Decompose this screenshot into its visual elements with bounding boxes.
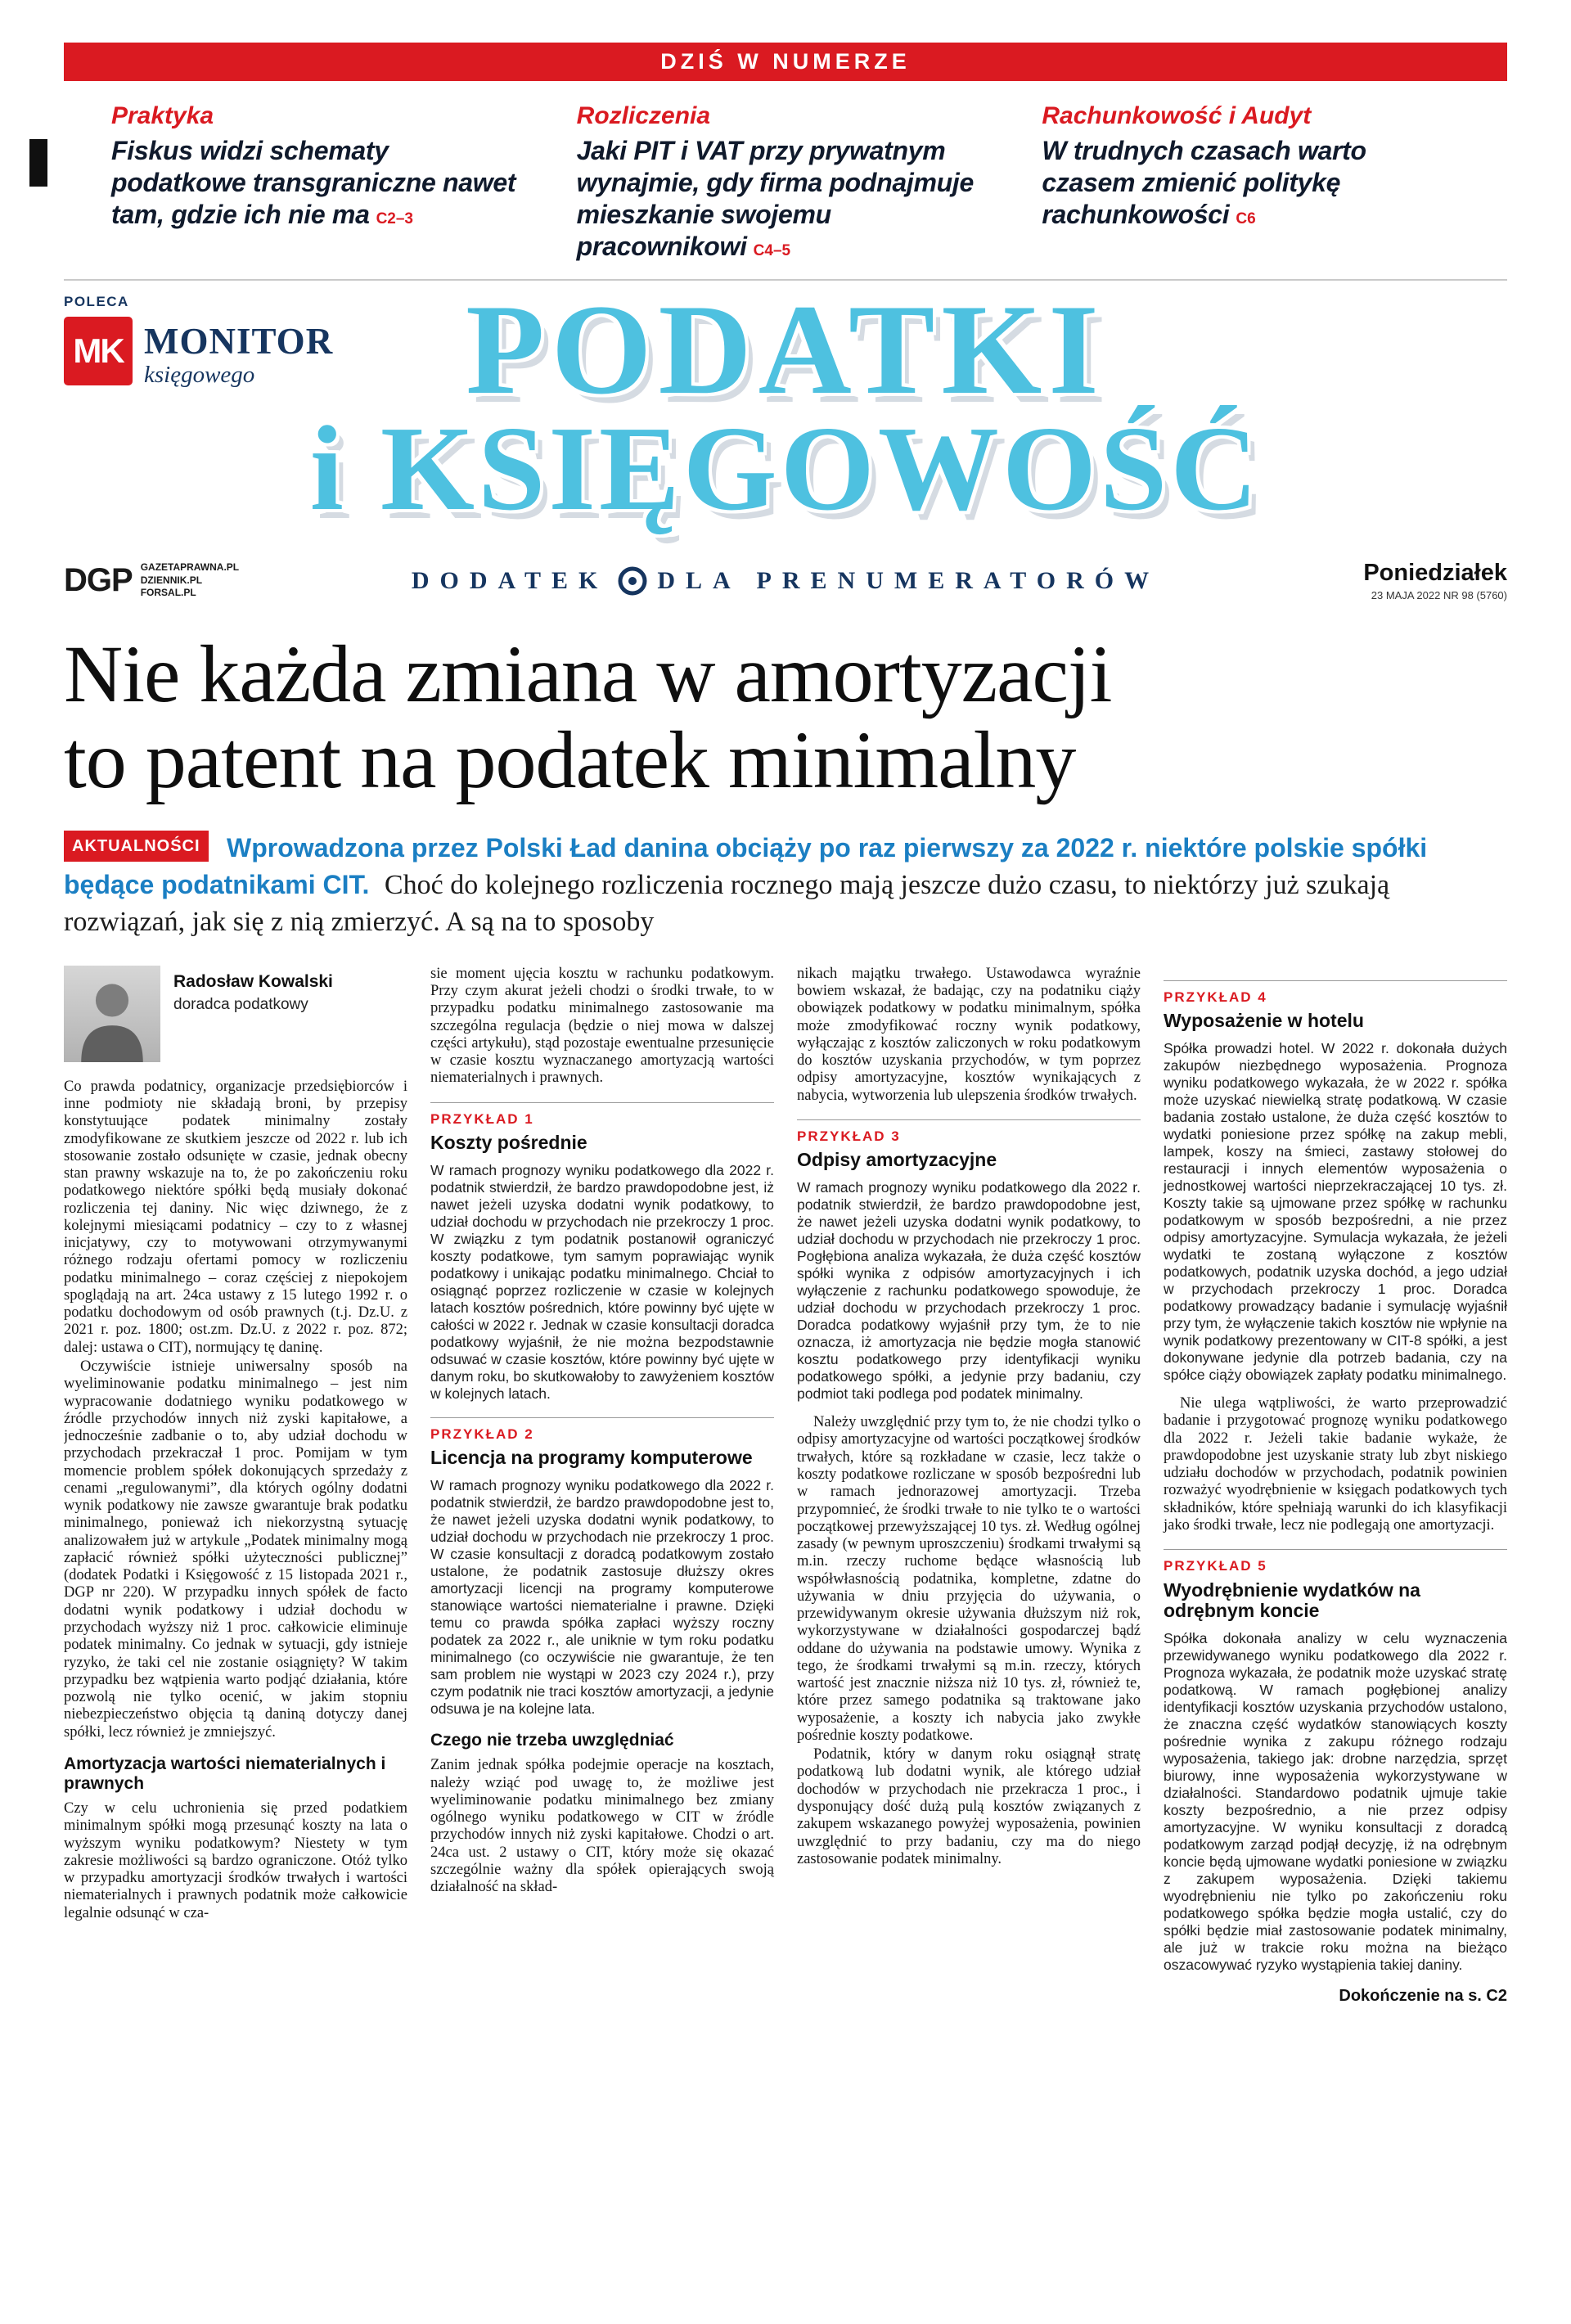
mk-monogram: MK — [73, 331, 124, 371]
teaser-title — [111, 135, 518, 231]
dgp-site: FORSAL.PL — [140, 587, 196, 599]
dgp-wordmark: DGP — [64, 562, 133, 599]
article-paragraph: Zanim jednak spółka podejmie operacje na kosztach, należy wziąć pod uwagę to, że możliwe jest wyeliminowanie podatku minimalnego bez zmiany ogólnego wyniku podatkowego w CIT w źródle przychodów innych niż zyski kapitałowe. Chodzi o art. 24ca ust. 2 ustawy o CIT, który może się okazać szczególnie ważny dla spółek opierających swoją działalność na skład- — [430, 1757, 774, 1896]
example-block — [430, 1102, 774, 1403]
author-info — [173, 966, 333, 1014]
teaser-kicker: Praktyka — [111, 102, 214, 129]
article-column — [64, 966, 407, 2242]
masthead-title-line1: PODATKI — [466, 278, 1105, 422]
corner-mark — [29, 139, 47, 187]
author-name: Radosław Kowalski — [173, 971, 333, 991]
example-block — [1164, 1549, 1507, 1974]
masthead-title-line2: i KSIĘGOWOŚĆ — [309, 402, 1262, 537]
article-paragraph: Podatnik, który w danym roku osiągnął stratę podatkową lub dodatni wynik, ale którego udział dochodów w przychodach nie przekracza 1 proc., i dysponujący dość dużą pulą kosztów związanych z zakupem wskazanego powyżej wyposażenia, powinien uwzględnić to przy badaniu, czy ma do niego zastosowanie podatek minimalny. — [797, 1746, 1141, 1867]
masthead-bottom-row — [64, 560, 1507, 601]
example-label: PRZYKŁAD 4 — [1164, 989, 1267, 1005]
monitor-title: MONITOR — [144, 321, 334, 363]
article-paragraph: sie moment ujęcia kosztu w rachunku podatkowym. Przy czym akurat jeżeli chodzi o środki trwałe, to w przypadku podatku minimalnego zastosowanie ma szczególna regulacja (będzie o niej mowa w dalszej części artykułu), stąd pozostaje ewentualne przesunięcie w czasie kosztu wyznaczanego amortyzacją wartości niematerialnych i prawnych. — [430, 965, 774, 1087]
continuation-note: Dokończenie na s. C2 — [1339, 1987, 1507, 2006]
example-label: PRZYKŁAD 5 — [1164, 1558, 1267, 1574]
teaser-rozliczenia[interactable] — [577, 102, 1042, 263]
article-column — [430, 966, 774, 2242]
lead-highlight: Wprowadzona przez Polski Ład danina obciąży po raz pierwszy za 2022 r. niektóre polskie spółki będące podatnikami CIT. — [64, 833, 1428, 899]
article-subhead: Czego nie trzeba uwzględniać — [430, 1731, 674, 1750]
example-label: PRZYKŁAD 1 — [430, 1110, 534, 1127]
example-title: Wyodrębnienie wydatków na odrębnym koncie — [1164, 1579, 1420, 1622]
dateline — [1262, 560, 1507, 601]
teaser-title — [577, 135, 984, 263]
teaser-praktyka[interactable] — [111, 102, 577, 263]
teaser-pages: C4–5 — [753, 242, 791, 260]
example-block — [430, 1417, 774, 1718]
poleca-label: POLECA — [64, 294, 129, 310]
teaser-kicker: Rachunkowość i Audyt — [1042, 102, 1312, 129]
example-text: W ramach prognozy wyniku podatkowego dla 2022 r. podatnik stwierdził, że bardzo prawdopodobne jest, iż nawet jeżeli uzyska dodatni wynik podatkowy, to udział dochodu w przychodach nie przekroczy 1 proc. W związku z tym podatnik postanowił ograniczyć koszty podatkowe, tym samym poprawiając wynik podatkowy i unikając podatku minimalnego. Chciał to osiągnąć poprzez rozliczenie w czasie w kolejnych latach kosztów pośrednich, które powinny być ujęte w całości w 2022 r. Jednak w czasie konsultacji doradca podatkowy wyjaśnił, że nie można bezpodstawnie odsuwać w czasie kosztów, które powinny być ujęte w danym roku, bo skutkowałoby to zawyżeniem kosztów w kolejnych latach. — [430, 1161, 774, 1402]
teaser-pages: C2–3 — [376, 210, 413, 228]
teaser-title-text: Jaki PIT i VAT przy prywatnym wynajmie, gdy firma podnajmuje mieszkanie swojemu pracownikowi — [576, 136, 975, 262]
example-title: Odpisy amortyzacyjne — [797, 1149, 997, 1171]
dgp-site: DZIENNIK.PL — [140, 574, 203, 586]
masthead-subtitle — [309, 565, 1262, 597]
weekday: Poniedziałek — [1363, 560, 1507, 587]
article-column — [797, 966, 1141, 2242]
dgp-site: GAZETAPRAWNA.PL — [140, 561, 240, 574]
main-headline — [64, 628, 1507, 806]
author-block — [64, 966, 407, 1062]
monitor-subtitle: księgowego — [144, 362, 255, 389]
headline-line2: to patent na podatek minimalny — [64, 714, 1076, 806]
article-paragraph: nikach majątku trwałego. Ustawodawca wyraźnie bowiem wskazał, że badając, czy na podatniku ciąży obowiązek podatkowy w podatku minimalnym, spółka może zmodyfikować roczny wynik podatkowy, wyłączając z kosztów zaliczonych w roku podatkowym do kosztów uzyskania przychodów, w tym poprzez odpisy amortyzacyjne, kosztów wynikających z nabycia, wytworzenia lub ulepszenia środków trwałych. — [797, 965, 1141, 1104]
article-paragraph: Co prawda podatnicy, organizacje przedsiębiorców i inne podmioty nie składają broni, by przepisy konstytuujące podatek minimalny zostały zmodyfikowane ze skutkiem jeszcze od 2022 r. lub ich stosowanie zostało odsunięte w czasie, jednak obecny stan prawny wskazuje na to, że po zakończeniu roku podatkowego niektóre spółki będą musiały dokonać rozliczenia tej daniny. Nic więc dziwnego, że z kolejnymi miesiącami podatnicy – czy to z własnej inicjatywy, czy to motywowani otrzymywanymi różnego rodzaju ofertami pomocy w rozliczeniu podatku minimalnego – coraz częściej z niepokojem spoglądają na art. 24ca ustawy z 15 lutego 1992 r. o podatku dochodowym od osób prawnych (t.j. Dz.U. z 2021 r. poz. 1800; ost.zm. Dz.U. z 2022 r. poz. 872; dalej: ustawa o CIT), normujący tę daninę. — [64, 1078, 407, 1356]
monitor-wordmark — [144, 317, 333, 389]
article-subhead: Amortyzacja wartości niematerialnych i prawnych — [64, 1754, 386, 1793]
publisher-block — [64, 294, 333, 389]
teaser-title-text: W trudnych czasach warto czasem zmienić politykę rachunkowości — [1042, 136, 1366, 230]
dgp-logo — [64, 561, 309, 600]
monitor-ksiegowego-logo-icon — [64, 317, 133, 385]
example-block — [1164, 980, 1507, 1384]
example-title: Koszty pośrednie — [430, 1132, 587, 1154]
author-portrait-icon — [64, 966, 160, 1062]
section-badge: AKTUALNOŚCI — [64, 831, 209, 861]
example-label: PRZYKŁAD 2 — [430, 1425, 534, 1442]
top-banner — [64, 43, 1507, 81]
dgp-sites — [141, 561, 239, 600]
example-text: W ramach prognozy wyniku podatkowego dla 2022 r. podatnik stwierdził, że bardzo prawdopodobne jest, że nawet jeżeli uzyska dodatni wynik podatkowy, to udział dochodu w przychodach nie przekroczy 1 proc. Pogłębiona analiza wykazała, że duża część kosztów spółki wynika z odpisów amortyzacyjnych i ich wyłączenie z rachunku podatkowego spowoduje, że udział dochodu w przychodach przekroczy 1 proc. Doradca podatkowy wyjaśnił przy tym, że to nie oznacza, iż amortyzacja nie będzie mogła stanowić kosztu podatkowego przy identyfikacji wyniku podatkowego spółki, a jedynie przy badaniu, czy podmiot taki podlega pod podatek minimalny. — [797, 1179, 1141, 1403]
teaser-row — [64, 102, 1507, 263]
issue-info: 23 MAJA 2022 NR 98 (5760) — [1371, 589, 1507, 602]
subtitle-left: DODATEK — [411, 566, 609, 594]
teaser-kicker: Rozliczenia — [576, 102, 711, 129]
example-title: Licencja na programy komputerowe — [430, 1447, 753, 1469]
article-paragraph: Czy w celu uchronienia się przed podatkiem minimalnym spółki mogą przesunąć koszty na lata o wyższym wyniku podatkowym? Niestety w tym zakresie możliwości są bardzo ograniczone. Otóż tylko w przypadku amortyzacji środków trwałych i wartości niematerialnych i prawnych podatnik może całkowicie legalnie odsunąć w cza- — [64, 1800, 407, 1921]
teaser-rachunkowosc[interactable] — [1042, 102, 1507, 263]
article-column — [1164, 966, 1507, 2242]
example-title: Wyposażenie w hotelu — [1164, 1010, 1364, 1032]
example-text: W ramach prognozy wyniku podatkowego dla 2022 r. podatnik stwierdził, że bardzo prawdopodobne jest to, że nawet jeżeli uzyska dodatni wynik podatkowy, to udział dochodu w przychodach nie przekroczy 1 proc. W czasie konsultacji z doradcą podatkowym zostało ustalone, że podatnik zastosuje dłuższy okres amortyzacji licencji na programy komputerowe stanowiące wartości niematerialne i prawne. Dzięki temu co prawda spółka zapłaci wyższy roczny podatek za 2022 r., ale uniknie w tym roku podatku minimalnego (co oczywiście nie gwarantuje, że ten sam problem nie wystąpi w 2023 czy 2024 r.), przy czym podatnik nie traci kosztów amortyzacji, a jedynie odsuwa je na kolejne lata. — [430, 1477, 774, 1718]
example-block — [797, 1119, 1141, 1403]
example-label: PRZYKŁAD 3 — [797, 1128, 901, 1144]
article-body — [64, 966, 1507, 2242]
article-paragraph: Oczywiście istnieje uniwersalny sposób na wyeliminowanie podatku minimalnego – jest nim wypracowanie dodatniego wyniku podatkowego w źródle przychodów innych niż zyski kapitałowe, a jednocześnie zadbanie o to, aby udział dochodu w przychodach przekraczał 1 proc. Pomijam w tym momencie problem spółek dokonujących sprzedaży z cenami „regulowanymi”, dla których ogólny dodatni wynik podatkowy nie zawsze gwarantuje brak podatku minimalnego, ponieważ ich niekorzystną sytuację analizowałem już w artykule „Podatek minimalny mogą zapłacić również spółki użyteczności publicznej” (dodatek Podatki i Księgowość z 15 listopada 2021 r., DGP nr 220). W przypadku innych spółek de facto dodatni wynik podatkowy i udział dochodu w przychodach wyższy niż 1 proc. całkowicie eliminuje podatek minimalny. Co jednak w sytuacji, gdy istnieje ryzyko, że taki cel nie zostanie osiągnięty? W takim przypadku bez wątpienia warto podjąć działania, które pozwolą nie tylko ocenić, w jakim stopniu niebezpieczeństwo objęcia tą daniną dotyczy danej spółki, lecz również je zmniejszyć. — [64, 1358, 407, 1741]
banner-text: DZIŚ W NUMERZE — [660, 49, 911, 74]
teaser-title-text: Fiskus widzi schematy podatkowe transgraniczne nawet tam, gdzie ich nie ma — [111, 136, 516, 230]
subtitle-ornament-icon — [616, 565, 649, 597]
headline-line1: Nie każda zmiana w amortyzacji — [64, 628, 1112, 720]
author-photo — [64, 966, 160, 1062]
author-role: doradca podatkowy — [173, 995, 308, 1013]
example-text: Spółka prowadzi hotel. W 2022 r. dokonała dużych zakupów niezbędnego wyposażenia. Prognoza wyniku podatkowego wykazała, że w 2022 r. spółka może uzyskać niewielką stratę podatkową. W czasie badania zostało ustalone, że duża część kosztów to wydatki poniesione przez spółkę na zakup mebli, lampek, koszy na śmieci, zastawy stołowej do restauracji i innych elementów wyposażenia o jednostkowej wartości nieprzekraczającej 10 tys. zł. Koszty takie są ujmowane przez spółkę w rachunku podatkowym w sposób bezpośredni, a nie przez odpisy amortyzacyjne. Symulacja wykazała, że jeżeli wydatki te zostaną wyłączone z kosztów podatkowych, podatnik uzyska dochód, a jego udział w przychodach przekroczy 1 proc. Doradca podatkowy prowadzący badanie i symulację wyjaśnił przy tym, że wyłączenie takich kosztów nie wpłynie na wynik podatkowy prezentowany w CIT-8 spółki, a jest dokonywane jedynie dla potrzeb badania, czy na spółce ciąży obowiązek zapłaty podatku minimalnego. — [1164, 1040, 1507, 1384]
subtitle-right: DLA PRENUMERATORÓW — [657, 566, 1160, 594]
lead-rest: Choć do kolejnego rozliczenia rocznego mają jeszcze dużo czasu, to niektórzy już szukają rozwiązań, jak się z nią zmierzyć. A są na to sposoby — [64, 870, 1390, 937]
newspaper-page — [0, 43, 1571, 2242]
masthead — [64, 278, 1507, 602]
article-paragraph: Nie ulega wątpliwości, że warto przeprowadzić badanie i przygotować prognozę wyniku podatkowego dla 2022 r. Jeżeli takie badanie wykaże, że prawdopodobne jest uzyskanie straty lub zbyt niskiego udziału dochodów w przychodach, podatnik powinien rozważyć wyodrębnienie w księgach podatkowych tych składników, które spełniają warunki do ich klasyfikacji jako środki trwałe, lecz nie podlegają one amortyzacji. — [1164, 1395, 1507, 1534]
example-text: Spółka dokonała analizy w celu wyznaczenia przewidywanego wyniku podatkowego dla 2022 r. Prognoza wykazała, że podatnik może uzyskać stratę podatkową. W ramach pogłębionej analizy identyfikacji kosztów uzyskania przychodów ustalono, że znaczna część wydatków stanowiących koszty pośrednie wynika z zakupu różnego rodzaju wyposażenia, takiego jak: drobne narzędzia, sprzęt biurowy, inne wyposażenia wykorzystywane w działalności. Standardowo podatnik ujmuje takie koszty bezpośrednio, a nie przez odpisy amortyzacyjne. W wyniku konsultacji z doradcą podatkowym zarząd podjął decyzję, iż na odrębnym koncie będą ujmowane wydatki poniesione w związku z zakupem wyposażenia. Dzięki takiemu wyodrębnieniu nie tylko po zakończeniu roku podatkowego spółka będzie mogła ustalić, czy do spółki będzie miał zastosowanie podatek minimalny, ale już w trakcie roku można na bieżąco oszacowywać ryzyko wystąpienia takiej daniny. — [1164, 1630, 1507, 1974]
teaser-title — [1042, 135, 1448, 231]
article-paragraph: Należy uwzględnić przy tym to, że nie chodzi tylko o odpisy amortyzacyjne od wartości początkowej środków trwałych, które są rozkładane w czasie, lecz także o koszty podatkowe rozliczane w sposób bezpośredni lub w ramach jednorazowej amortyzacji. Trzeba przypomnieć, że środki trwałe to nie tylko te o wartości początkowej przewyższającej 10 tys. zł. Według ogólnej zasady (w pewnym uproszczeniu) środkami trwałymi są m.in. rzeczy ruchome będące własnością lub współwłasnością podatnika, kompletne, zdatne do używania w dniu przyjęcia do używania, o przewidywanym okresie używania dłuższym niż rok, wykorzystywane w działalności gospodarczej bądź oddane do używania na podstawie umowy. Wynika z tego, że środkami trwałymi są m.in. rzeczy, których wartość jest znacznie niższa niż 10 tys. zł, również te, które przez samego podatnika są traktowane jako wyposażenie, a koszty ich nabycia jako zwykłe pośrednie koszty podatkowe. — [797, 1414, 1141, 1744]
lead-paragraph — [64, 831, 1507, 941]
teaser-pages: C6 — [1236, 210, 1256, 228]
